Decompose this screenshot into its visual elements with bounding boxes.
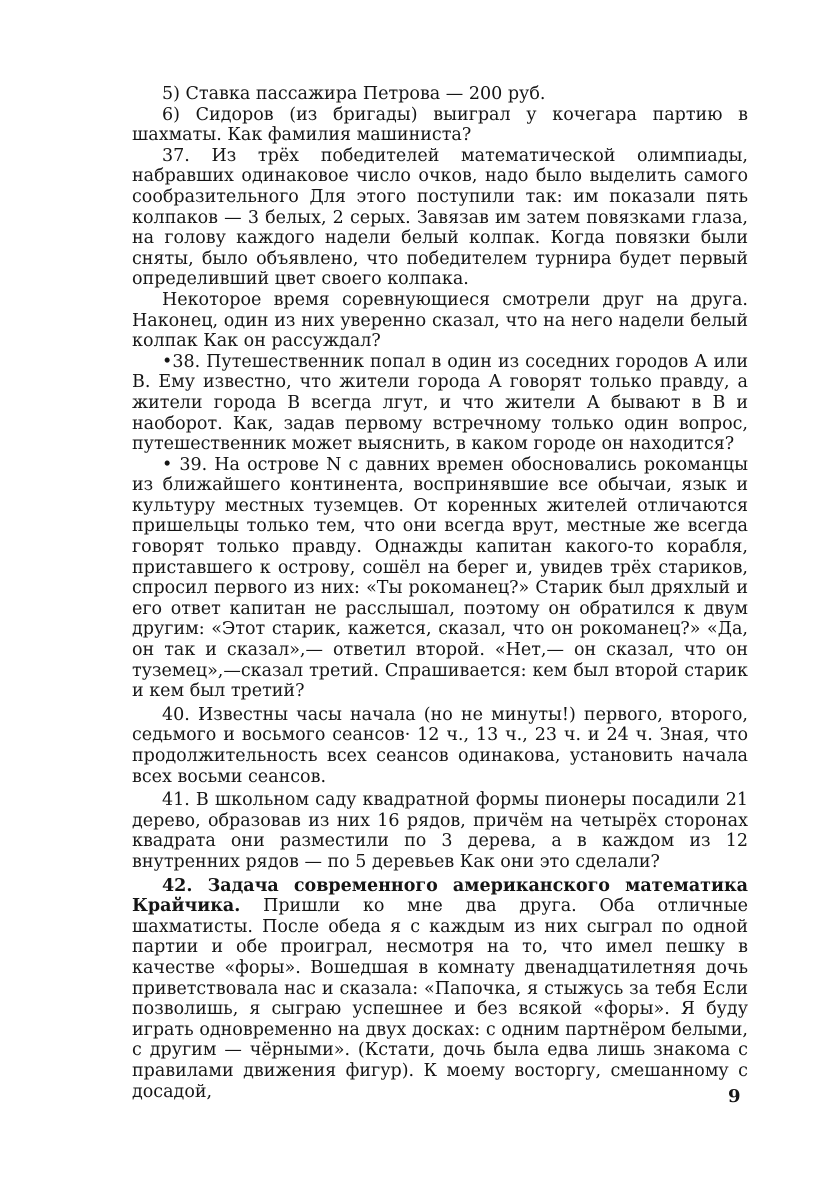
paragraph-problem-38: •38. Путешественник попал в один из соседних городов А или В. Ему известно, что жители города А говорят только правду, а жители города В всегда лгут, и что жители А бывают в В и наоборот. Как, задав первому встречному только один вопрос, путешественник может выяснить, в каком городе он находится? bbox=[132, 351, 748, 455]
paragraph-problem-40: 40. Известны часы начала (но не минуты!) первого, второго, седьмого и восьмого сеансов· 12 ч., 13 ч., 23 ч. и 24 ч. Зная, что продолжительность всех сеансов одинакова, установить начала всех восьми сеансов. bbox=[132, 704, 748, 787]
paragraph-problem-37-continued: Некоторое время соревнующиеся смотрели друг на друга. Наконец, один из них уверенно сказал, что на него надели белый колпак Как он рассуждал? bbox=[132, 289, 748, 352]
paragraph-answer-5: 5) Ставка пассажира Петрова — 200 руб. bbox=[162, 84, 546, 104]
problem-42-body: Пришли ко мне два друга. Оба отличные шахматисты. После обеда я с каждым из них сыграл по одной партии и обе проиграл, несмотря на то, что имел пешку в качестве «форы». Вошедшая в комнату двенадцатилетняя дочь приветствовала нас и сказала: «Папочка, я стыжусь за тебя Если позволишь, я сыграю успешнее и без всякой «форы». Я буду играть одновременно на двух досках: с одним партнёром белыми, с другим — чёрными». (Кстати, дочь была едва лишь знакома с правилами движения фигур). К моему восторгу, смешанному с досадой, bbox=[132, 896, 748, 1102]
page-number: 9 bbox=[728, 1086, 741, 1107]
page-text bbox=[132, 84, 748, 1102]
paragraph-answer-6: 6) Сидоров (из бригады) выиграл у кочегара партию в шахматы. Как фамилия машиниста? bbox=[132, 104, 748, 146]
problem-42-title: 42. Задача современного американского математика Крайчика. bbox=[132, 875, 748, 917]
paragraph-problem-39: • 39. На острове N с давних времен обосновались рокоманцы из ближайшего континента, воспринявшие все обычаи, язык и культуру местных туземцев. От коренных жителей отличаются пришельцы только тем, что они всегда врут, местные же всегда говорят только правду. Однажды капитан какого-то корабля, приставшего к острову, сошёл на берег и, увидев трёх стариков, спросил первого из них: «Ты рокоманец?» Старик был дряхлый и его ответ капитан не расслышал, поэтому он обратился к двум другим: «Этот старик, кажется, сказал, что он рокоманец?» «Да, он так и сказал»,— ответил второй. «Нет,— он сказал, что он туземец»,—сказал третий. Спрашивается: кем был второй старик и кем был третий? bbox=[132, 454, 748, 702]
paragraph-problem-37: 37. Из трёх победителей математической олимпиады, набравших одинаковое число очков, надо было выделить самого сообразительного Для этого поступили так: им показали пять колпаков — 3 белых, 2 серых. Завязав им затем повязками глаза, на голову каждого надели белый колпак. Когда повязки были сняты, было объявлено, что победителем турнира будет первый определивший цвет своего колпака. bbox=[132, 145, 748, 290]
paragraph-problem-42 bbox=[132, 876, 748, 1103]
paragraph-problem-41: 41. В школьном саду квадратной формы пионеры посадили 21 дерево, образовав из них 16 рядов, причём на четырёх сторонах квадрата они разместили по 3 дерева, а в каждом из 12 внутренних рядов — по 5 деревьев Как они это сделали? bbox=[132, 790, 748, 872]
